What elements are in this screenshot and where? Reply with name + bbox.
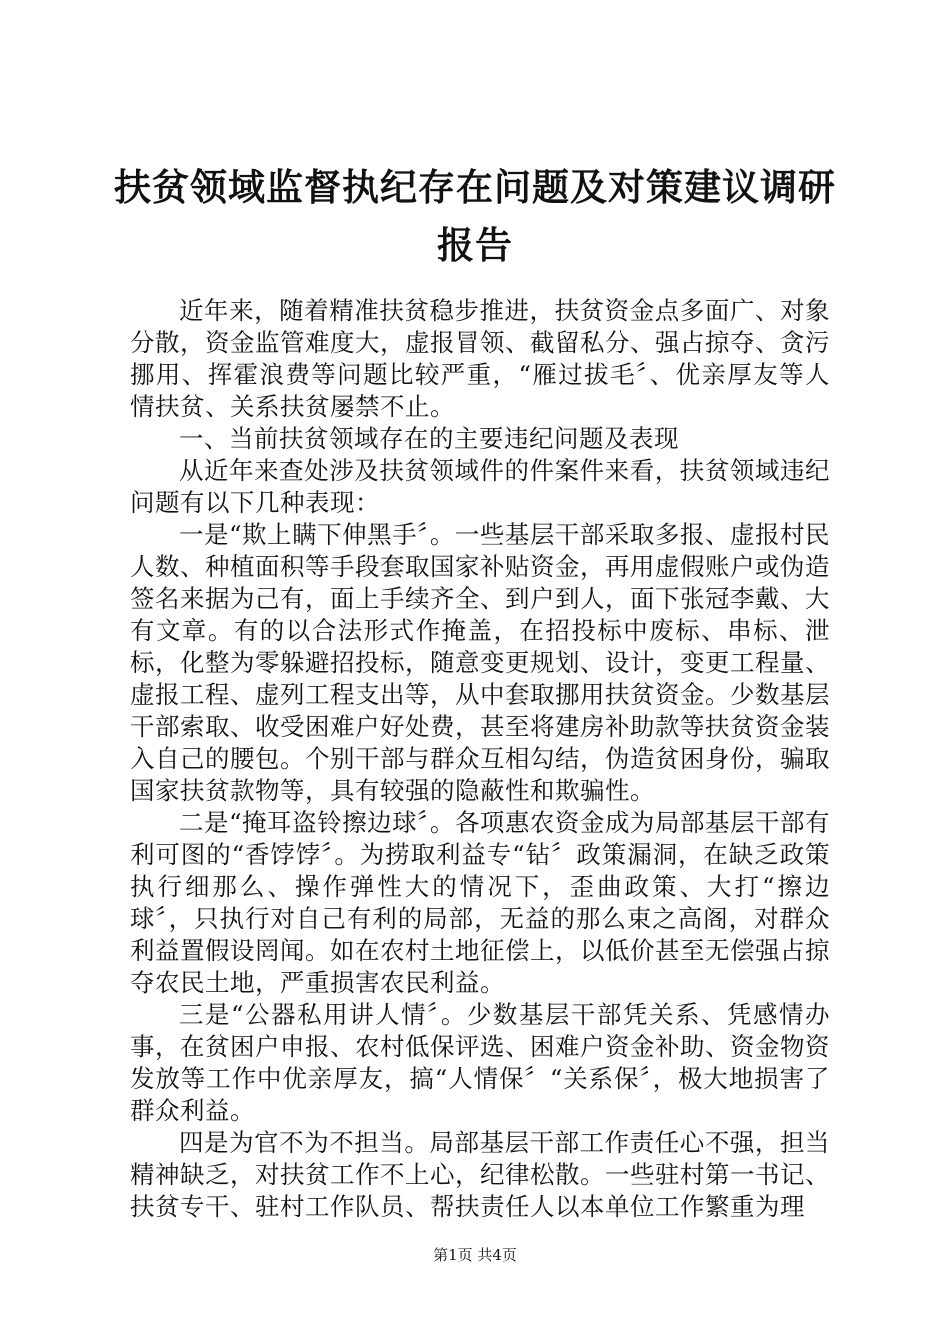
section-heading: 一、当前扶贫领域存在的主要违纪问题及表现 — [179, 424, 679, 453]
document-title: 扶贫领域监督执纪存在问题及对策建议调研报告 — [114, 165, 836, 267]
paragraph-issue-3: 三是“公器私用讲人情〞。少数基层干部凭关系、凭感情办事，在贫困户申报、农村低保评选、困难户资金补助、资金物资发放等工作中优亲厚友，搞“人情保〞“关系保〞，极大地损害了群众利益。 — [130, 1000, 830, 1125]
document-body — [130, 295, 830, 1223]
paragraph-issue-2: 二是“掩耳盗铃擦边球〞。各项惠农资金成为局部基层干部有利可图的“香饽饽〞。为捞取利益专“钻〞政策漏洞，在缺乏政策执行细那么、操作弹性大的情况下，歪曲政策、大打“擦边球〞，只执行对自己有利的局部，无益的那么束之高阁，对群众利益置假设罔闻。如在农村土地征偿上，以低价甚至无偿强占掠夺农民土地，严重损害农民利益。 — [130, 808, 830, 997]
paragraph-issue-1: 一是“欺上瞒下伸黑手〞。一些基层干部采取多报、虚报村民人数、种植面积等手段套取国家补贴资金，再用虚假账户或伪造签名来据为己有，面上手续齐全、到户到人，面下张冠李戴、大有文章。有的以合法形式作掩盖，在招投标中废标、串标、泄标，化整为零躲避招投标，随意变更规划、设计，变更工程量、虚报工程、虚列工程支出等，从中套取挪用扶贫资金。少数基层干部索取、收受困难户好处费，甚至将建房补助款等扶贫资金装入自己的腰包。个别干部与群众互相勾结，伪造贫困身份，骗取国家扶贫款物等，具有较强的隐蔽性和欺骗性。 — [130, 520, 830, 805]
paragraph-intro: 近年来，随着精准扶贫稳步推进，扶贫资金点多面广、对象分散，资金监管难度大，虚报冒领、截留私分、强占掠夺、贪污挪用、挥霍浪费等问题比较严重，“雁过拔毛〞、优亲厚友等人情扶贫、关系扶贫屡禁不止。 — [130, 296, 830, 421]
paragraph-overview: 从近年来查处涉及扶贫领域件的件案件来看，扶贫领域违纪问题有以下几种表现： — [130, 456, 830, 517]
paragraph-issue-4: 四是为官不为不担当。局部基层干部工作责任心不强，担当精神缺乏，对扶贫工作不上心，纪律松散。一些驻村第一书记、扶贫专干、驻村工作队员、帮扶责任人以本单位工作繁重为理 — [130, 1128, 830, 1221]
page-footer: 第1页 共4页 — [433, 1246, 517, 1264]
